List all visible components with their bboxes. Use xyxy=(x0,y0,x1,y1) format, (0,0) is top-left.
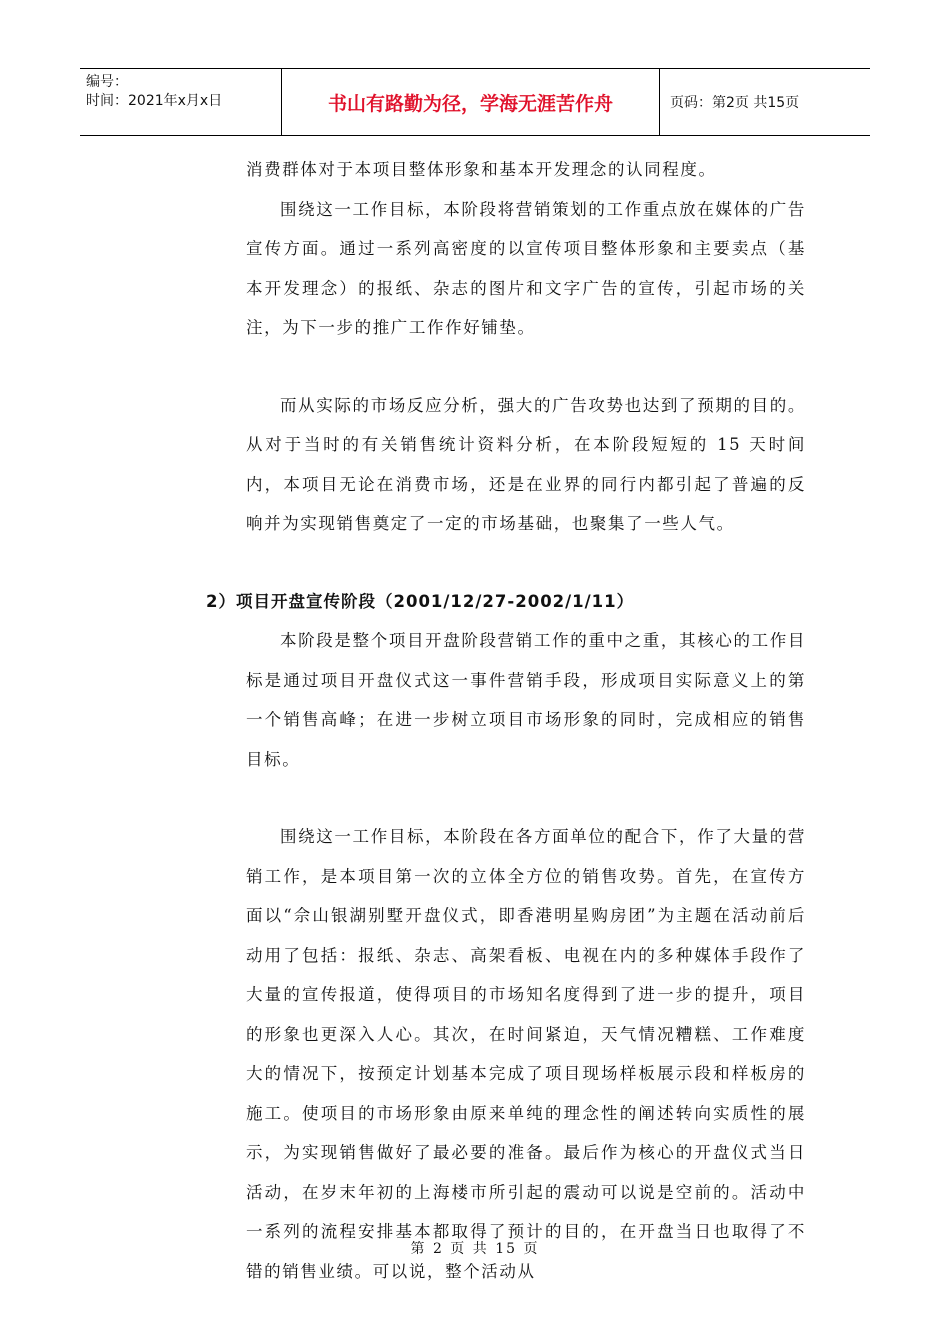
spacer xyxy=(246,348,806,386)
paragraph-4: 本阶段是整个项目开盘阶段营销工作的重中之重，其核心的工作目标是通过项目开盘仪式这一事件营销手段，形成项目实际意义上的第一个销售高峰；在进一步树立项目市场形象的同时，完成相应的销售目标。 xyxy=(246,631,806,769)
section-heading: 2）项目开盘宣传阶段（2001/12/27-2002/1/11） xyxy=(206,591,635,611)
header-motto: 书山有路勤为径，学海无涯苦作舟 xyxy=(282,69,660,135)
page-footer: 第 2 页 共 15 页 xyxy=(410,1241,540,1257)
paragraph-1: 消费群体对于本项目整体形象和基本开发理念的认同程度。 xyxy=(246,160,717,179)
spacer xyxy=(246,544,806,582)
document-body xyxy=(206,150,806,1291)
time-label: 时间：2021年x月x日 xyxy=(86,93,223,109)
page-header xyxy=(80,68,870,136)
paragraph-5: 围绕这一工作目标，本阶段在各方面单位的配合下，作了大量的营销工作，是本项目第一次的立体全方位的销售攻势。首先，在宣传方面以“佘山银湖别墅开盘仪式，即香港明星购房团”为主题在活动前后动用了包括：报纸、杂志、高架看板、电视在内的多种媒体手段作了大量的宣传报道，使得项目的市场知名度得到了进一步的提升，项目的形象也更深入人心。其次，在时间紧迫，天气情况糟糕、工作难度大的情况下，按预定计划基本完成了项目现场样板展示段和样板房的施工。使项目的市场形象由原来单纯的理念性的阐述转向实质性的展示，为实现销售做好了最必要的准备。最后作为核心的开盘仪式当日活动，在岁末年初的上海楼市所引起的震动可以说是空前的。活动中一系列的流程安排基本都取得了预计的目的，在开盘当日也取得了不错的销售业绩。可以说，整个活动从 xyxy=(246,827,806,1281)
paragraph-3: 而从实际的市场反应分析，强大的广告攻势也达到了预期的目的。从对于当时的有关销售统计资料分析，在本阶段短短的 15 天时间内，本项目无论在消费市场，还是在业界的同行内都引起了普遍的反响并为实现销售奠定了一定的市场基础，也聚集了一些人气。 xyxy=(246,395,806,533)
header-page-info: 页码：第2页 共15页 xyxy=(670,95,800,111)
number-label: 编号： xyxy=(86,74,128,90)
header-meta xyxy=(80,69,282,135)
paragraph-2: 围绕这一工作目标，本阶段将营销策划的工作重点放在媒体的广告宣传方面。通过一系列高密度的以宣传项目整体形象和主要卖点（基本开发理念）的报纸、杂志的图片和文字广告的宣传，引起市场的关注，为下一步的推广工作作好铺垫。 xyxy=(246,199,806,337)
spacer xyxy=(246,779,806,817)
